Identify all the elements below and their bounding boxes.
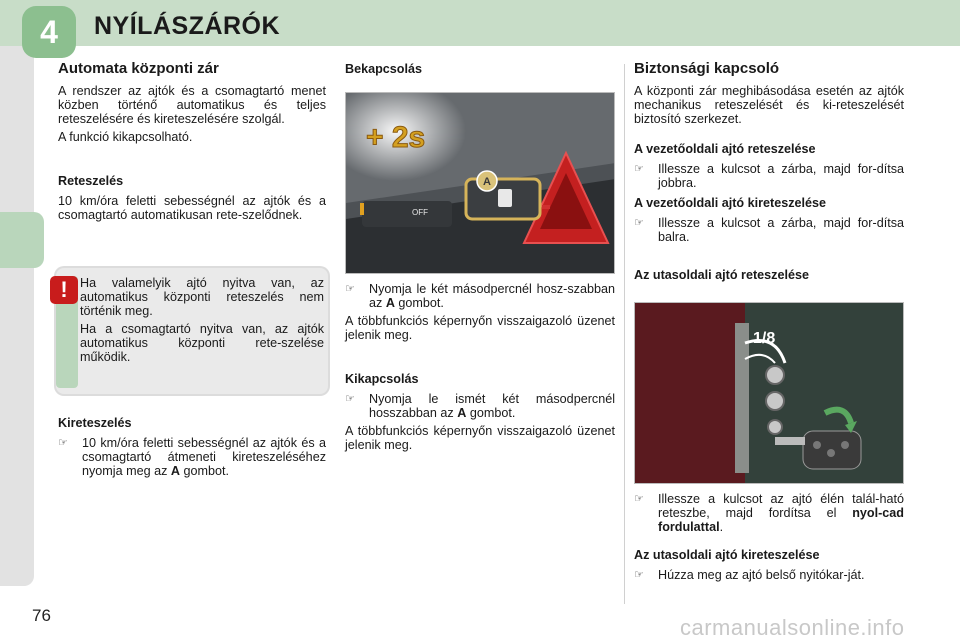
bullet-text: gombot. xyxy=(183,464,230,478)
paragraph: 10 km/óra feletti sebességnél az ajtók és a csomagtartó automatikusan rete-szelődnek. xyxy=(58,194,326,222)
two-seconds-label: + 2s xyxy=(366,121,426,154)
door-lock-illustration xyxy=(635,303,904,484)
paragraph: A központi zár meghibásodása esetén az ajtók mechanikus reteszelését és ki-reteszelését biztosító szerkezet. xyxy=(634,84,904,126)
button-a-label: A xyxy=(483,176,491,188)
paragraph: A többfunkciós képernyőn visszaigazoló üzenet jelenik meg. xyxy=(345,424,615,452)
subheading-driver-unlock: A vezetőoldali ajtó kireteszelése xyxy=(634,196,827,210)
bullet-text: gombot. xyxy=(398,296,444,310)
bullet-text: . xyxy=(719,520,724,534)
paragraph: A funkció kikapcsolható. xyxy=(58,130,193,144)
bullet-item xyxy=(634,492,904,534)
finger-pointer-icon: ☞ xyxy=(634,217,644,229)
off-label: OFF xyxy=(412,208,428,217)
bullet-text: gombot. xyxy=(469,406,516,420)
column-safety-switch xyxy=(634,62,904,282)
finger-pointer-icon: ☞ xyxy=(345,393,355,405)
side-rail xyxy=(0,46,34,586)
finger-pointer-icon: ☞ xyxy=(634,493,644,505)
section-heading: Automata központi zár xyxy=(58,60,219,77)
button-label-a: A xyxy=(170,464,181,478)
chapter-tab xyxy=(0,212,44,268)
page-number: 76 xyxy=(32,606,51,625)
paragraph: A rendszer az ajtók és a csomagtartó menet közben történő automatikus és teljes reteszelésére és kireteszelésére szolgál. xyxy=(58,84,326,126)
paragraph: A többfunkciós képernyőn visszaigazoló üzenet jelenik meg. xyxy=(345,314,615,342)
chapter-title: NYÍLÁSZÁRÓK xyxy=(94,12,281,40)
bullet-item xyxy=(634,162,904,190)
dashboard-button-photo xyxy=(345,92,615,274)
subheading-locking: Reteszelés xyxy=(58,174,124,188)
subheading-passenger-unlock: Az utasoldali ajtó kireteszelése xyxy=(634,548,820,562)
column-divider xyxy=(624,64,625,604)
eighth-turn-label: 1/8 xyxy=(753,330,776,347)
passenger-instructions xyxy=(634,492,904,582)
door-lock-photo xyxy=(634,302,904,484)
subheading-passenger-lock: Az utasoldali ajtó reteszelése xyxy=(634,268,809,282)
bullet-item xyxy=(634,216,904,244)
chapter-number: 4 xyxy=(22,6,76,58)
bullet-text: Illessze a kulcsot az ajtó élén talál-ható reteszbe, majd fordítsa el xyxy=(658,492,904,520)
bullet-text: Nyomja le ismét két másodpercnél hosszabban az xyxy=(369,392,615,420)
warning-paragraph: Ha valamelyik ajtó nyitva van, az automatikus központi reteszelés nem történik meg. xyxy=(80,276,324,318)
unlocking-section xyxy=(58,416,326,478)
bullet-text: Húzza meg az ajtó belső nyitókar-ját. xyxy=(658,568,865,582)
bullet-item xyxy=(634,568,904,582)
finger-pointer-icon: ☞ xyxy=(634,569,644,581)
finger-pointer-icon: ☞ xyxy=(58,437,68,449)
warning-text xyxy=(80,276,324,364)
section-heading: Biztonsági kapcsoló xyxy=(634,60,780,77)
watermark-url: carmanualsonline.info xyxy=(680,615,905,640)
button-label-a: A xyxy=(457,406,467,420)
subheading-driver-lock: A vezetőoldali ajtó reteszelése xyxy=(634,142,816,156)
finger-pointer-icon: ☞ xyxy=(345,283,355,295)
bullet-item xyxy=(345,392,615,420)
dashboard-illustration xyxy=(346,93,615,274)
subheading-unlocking: Kireteszelés xyxy=(58,416,132,430)
subheading-activation: Bekapcsolás xyxy=(345,62,423,76)
finger-pointer-icon: ☞ xyxy=(634,163,644,175)
button-label-a: A xyxy=(385,296,395,310)
bullet-item xyxy=(58,436,326,478)
bullet-text: 10 km/óra feletti sebességnél az ajtók és a csomagtartó átmeneti kireteszeléséhez nyomja meg az xyxy=(82,436,326,478)
column-activation xyxy=(345,62,613,76)
bullet-text: Illessze a kulcsot a zárba, majd for-dítsa jobbra. xyxy=(658,162,904,190)
warning-paragraph: Ha a csomagtartó nyitva van, az ajtók automatikus központi rete-szelése működik. xyxy=(80,322,324,364)
subheading-deactivation: Kikapcsolás xyxy=(345,372,419,386)
activation-instructions xyxy=(345,282,615,452)
column-automatic-locking xyxy=(58,62,326,222)
bullet-text: Nyomja le két másodpercnél hosz-szabban az xyxy=(369,282,615,310)
exclamation-icon: ! xyxy=(50,276,78,304)
bullet-bold-text: nyol-cad fordulattal xyxy=(658,506,904,534)
bullet-item xyxy=(345,282,615,310)
bullet-text: Illessze a kulcsot a zárba, majd for-dítsa balra. xyxy=(658,216,904,244)
